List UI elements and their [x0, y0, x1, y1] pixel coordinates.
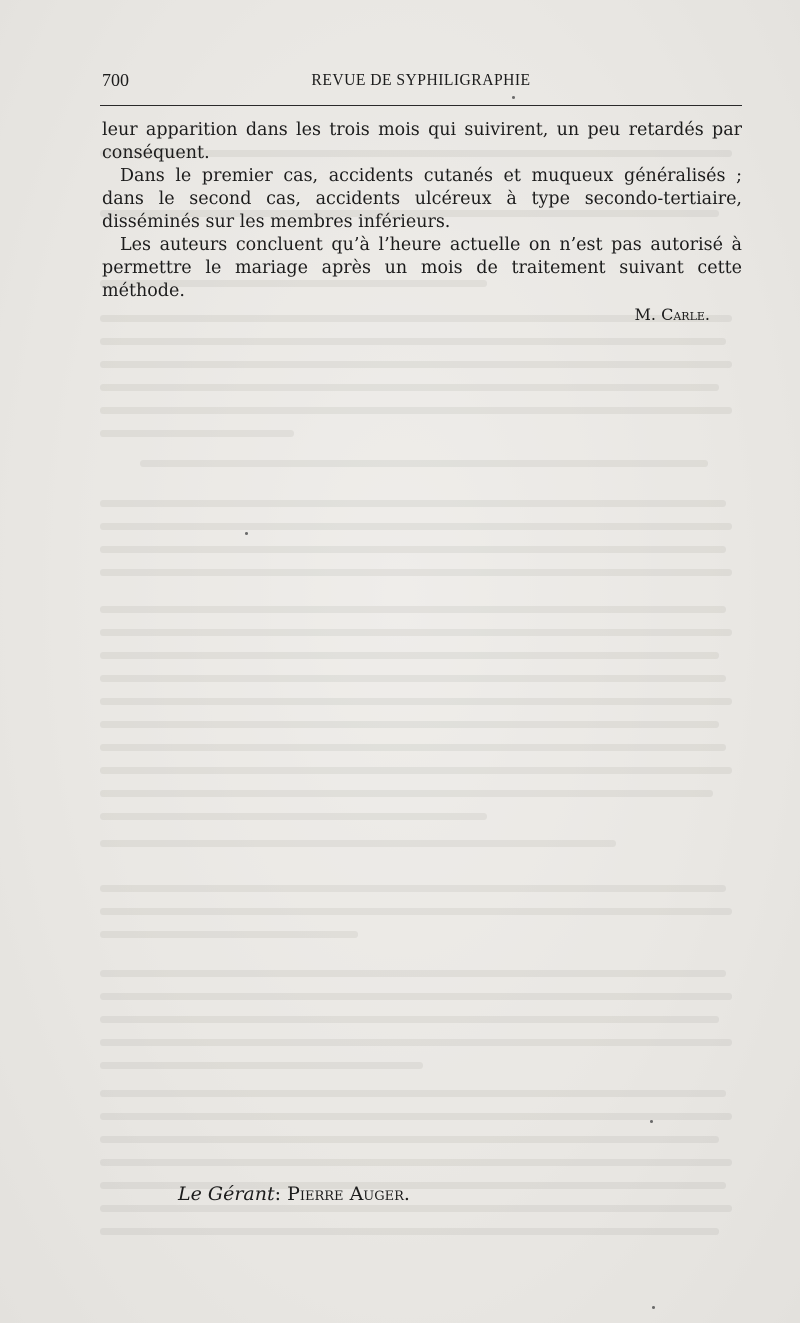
- gerant-line: [178, 1183, 410, 1205]
- header-rule: [100, 105, 742, 106]
- paper-speck: [652, 1306, 655, 1309]
- paragraph-continuation: leur apparition dans les trois mois qui suivirent, un peu retardés par conséquent.: [102, 120, 742, 163]
- paragraph-cases: Dans le premier cas, accidents cutanés et muqueux généralisés ; dans le second cas, accidents ulcéreux à type secondo-tertiaire, disséminés sur les membres inférieurs.: [102, 166, 742, 232]
- page-number: 700: [102, 70, 129, 90]
- article-text: [102, 119, 742, 327]
- author-signature: [102, 303, 742, 327]
- gerant-name: Pierre Auger.: [287, 1183, 410, 1205]
- journal-title: REVUE DE SYPHILIGRAPHIE: [311, 70, 531, 89]
- paper-speck: [512, 96, 515, 99]
- gerant-label: Le Gérant: [178, 1183, 275, 1205]
- paragraph-conclusion: Les auteurs concluent qu’à l’heure actuelle on n’est pas autorisé à permettre le mariage après un mois de traitement suivant cette méthode.: [102, 235, 742, 301]
- signature-text: M. Carle.: [634, 305, 710, 324]
- paper-speck: [245, 532, 248, 535]
- running-head: [100, 70, 742, 94]
- paper-speck: [650, 1120, 653, 1123]
- gerant-separator: :: [274, 1183, 288, 1205]
